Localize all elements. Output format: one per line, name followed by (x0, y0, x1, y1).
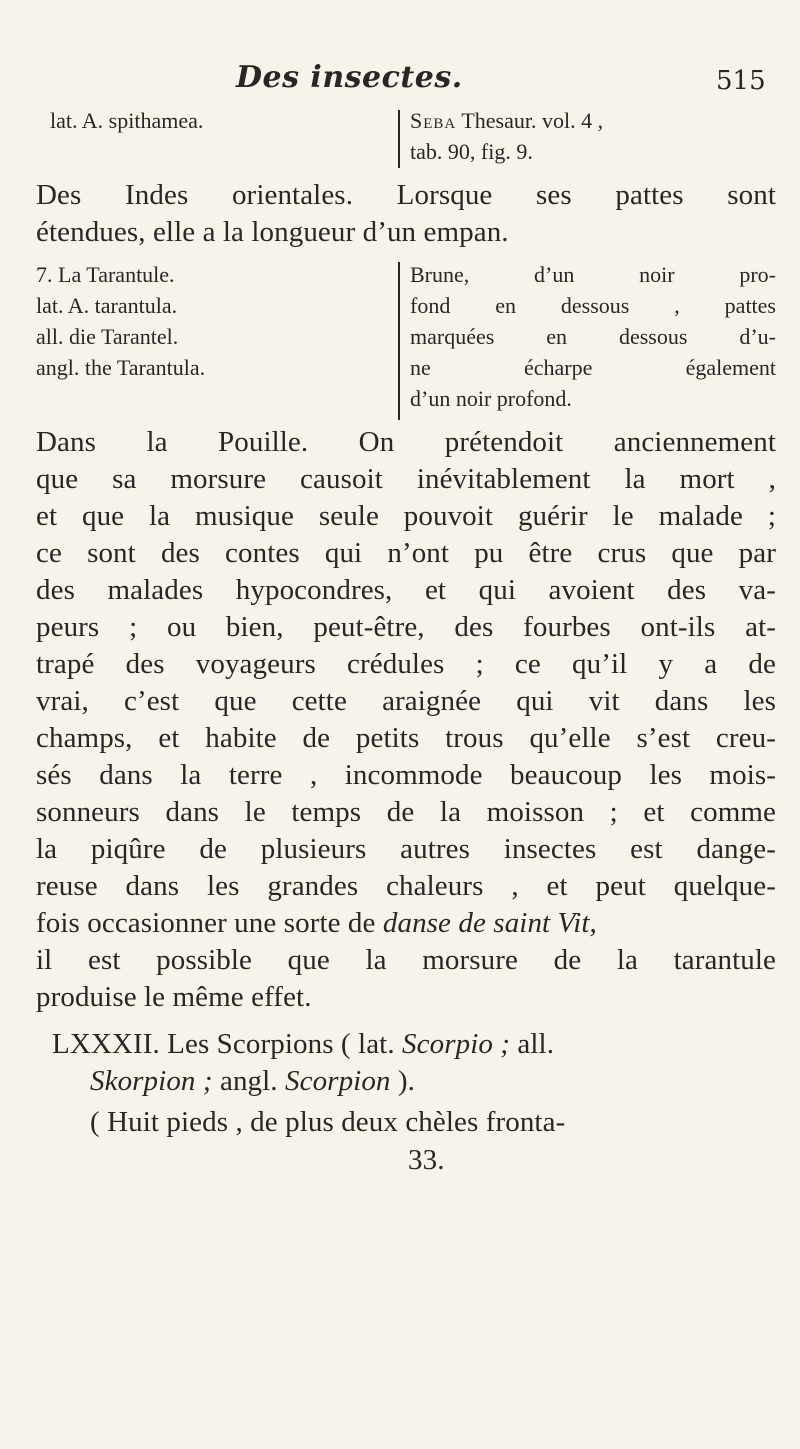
description-line: ( Huit pieds , de plus deux chèles fronta- (90, 1106, 566, 1138)
paragraph-line: sonneurs dans le temps de la moisson ; et comme (36, 796, 776, 828)
text-run: ). (390, 1065, 415, 1097)
species-name-line: 7. La Tarantule. (36, 262, 175, 287)
text-run: all. (510, 1028, 555, 1060)
description-line: Brune, d’un noir pro- (410, 262, 776, 287)
running-title: Des insectes. (236, 60, 463, 95)
column-rule (398, 262, 400, 420)
description-line: ne écharpe également (410, 355, 776, 380)
column-rule (398, 110, 400, 168)
reference-line: tab. 90, fig. 9. (410, 139, 533, 164)
paragraph-line: ce sont des contes qui n’ont pu être crus que par (36, 537, 776, 569)
paragraph-line: Dans la Pouille. On prétendoit anciennement (36, 426, 776, 458)
description-line: d’un noir profond. (410, 386, 572, 411)
paragraph-line: peurs ; ou bien, peut-être, des fourbes ont-ils at- (36, 611, 776, 643)
text-run: angl. (212, 1065, 286, 1097)
paragraph-line: reuse dans les grandes chaleurs , et peut quelque- (36, 870, 776, 902)
species-name-line: angl. the Tarantula. (36, 355, 206, 380)
paragraph-line: que sa morsure causoit inévitablement la mort , (36, 463, 776, 495)
reference-line (410, 108, 603, 134)
paragraph-line: Des Indes orientales. Lorsque ses pattes sont (36, 179, 776, 211)
signature-mark: 33. (408, 1144, 445, 1176)
italic-name: Scorpio ; (402, 1028, 511, 1060)
paragraph-line: champs, et habite de petits trous qu’elle s’est creu- (36, 722, 776, 754)
italic-phrase: danse de saint Vit, (382, 907, 597, 939)
species-name-line: lat. A. tarantula. (36, 293, 178, 318)
species-name-line: all. die Tarantel. (36, 324, 179, 349)
page-number: 515 (716, 66, 766, 96)
synonym-line: lat. A. spithamea. (50, 108, 204, 133)
paragraph-line: des malades hypocondres, et qui avoient des va- (36, 574, 776, 606)
italic-name: Scorpion (285, 1065, 391, 1097)
text-run: LXXXII. Les Scorpions ( lat. (52, 1028, 403, 1060)
paragraph-line: la piqûre de plusieurs autres insectes est dange- (36, 833, 776, 865)
paragraph-line: trapé des voyageurs crédules ; ce qu’il y a de (36, 648, 776, 680)
description-line: fond en dessous , pattes (410, 293, 776, 318)
description-line: marquées en dessous d’u- (410, 324, 776, 349)
paragraph-line (36, 907, 597, 940)
paragraph-line: il est possible que la morsure de la tarantule (36, 944, 776, 976)
paragraph-line: étendues, elle a la longueur d’un empan. (36, 216, 509, 248)
section-heading (52, 1028, 554, 1061)
reference-text: Thesaur. vol. 4 , (456, 108, 604, 133)
author-name: Seba (410, 108, 457, 133)
text-run: fois occasionner une sorte de (36, 907, 376, 939)
paragraph-line: sés dans la terre , incommode beaucoup les mois- (36, 759, 776, 791)
italic-name: Skorpion ; (90, 1065, 213, 1097)
section-heading-cont (90, 1065, 415, 1098)
paragraph-line: et que la musique seule pouvoit guérir le malade ; (36, 500, 776, 532)
paragraph-line: vrai, c’est que cette araignée qui vit dans les (36, 685, 776, 717)
paragraph-line: produise le même effet. (36, 981, 312, 1013)
